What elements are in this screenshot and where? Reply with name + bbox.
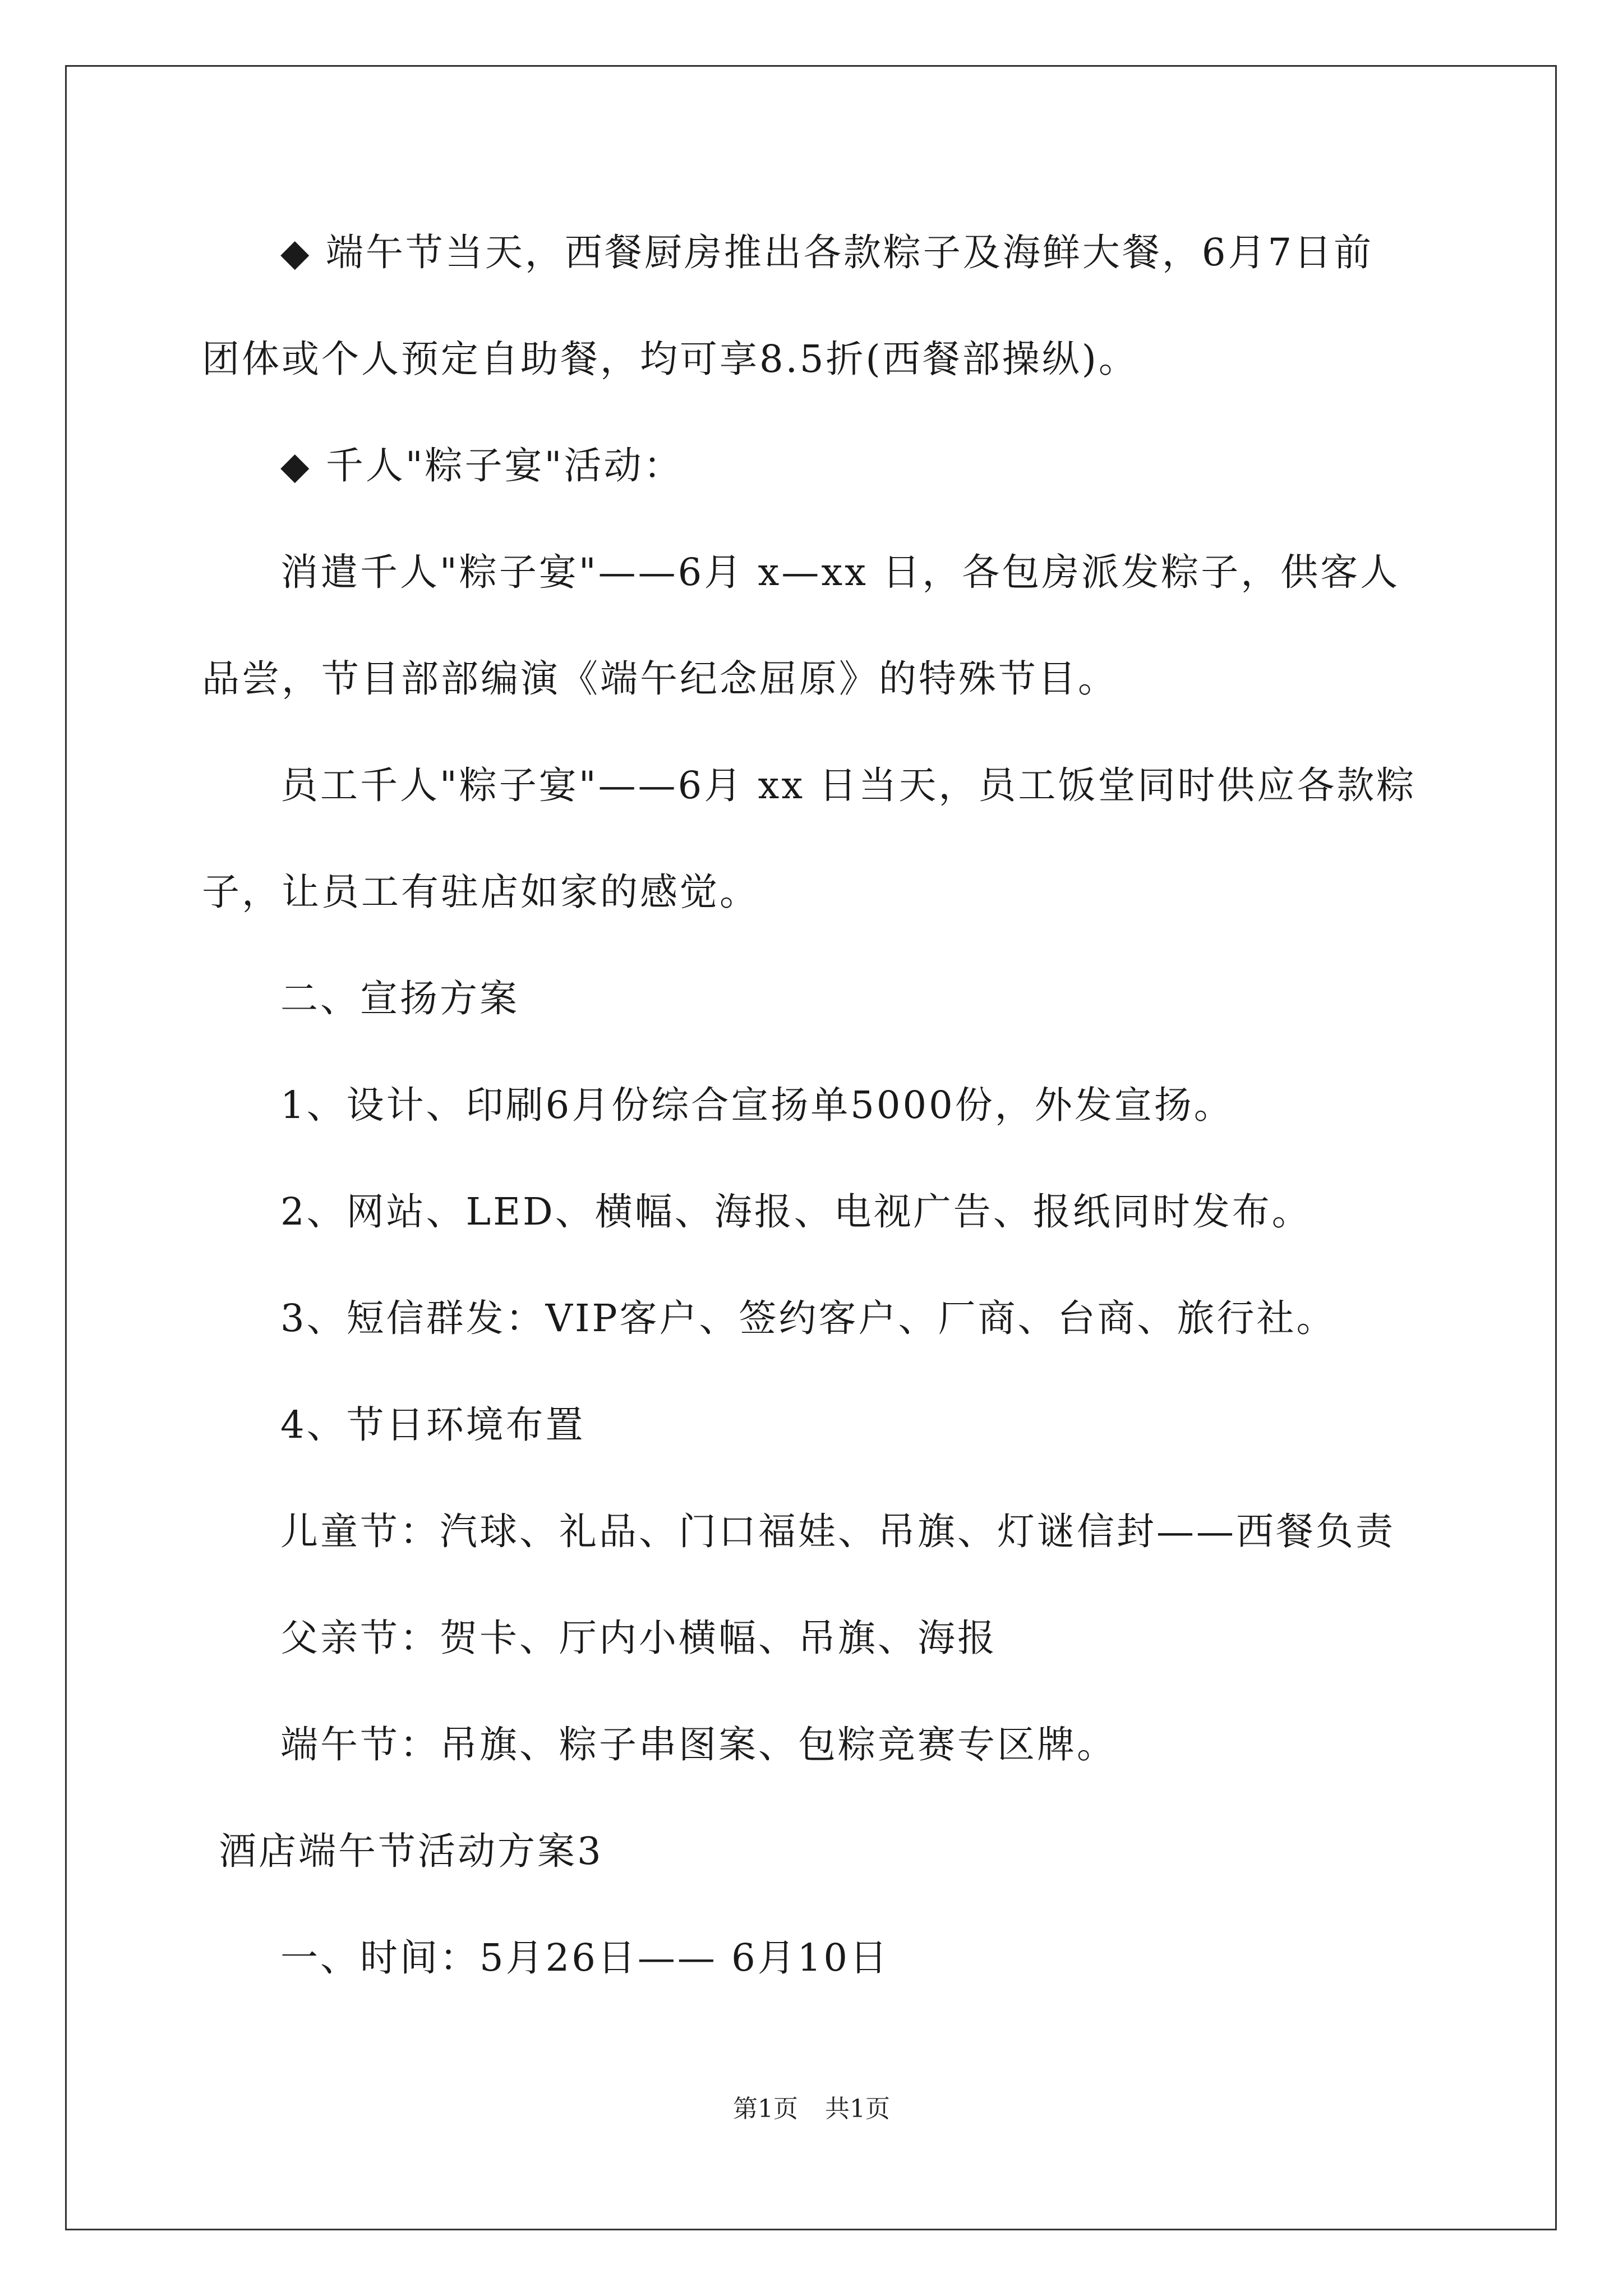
section-heading: 一、时间：5月26日—— 6月10日 [280,1936,890,1980]
paragraph-line: 品尝，节目部部编演《端午纪念屈原》的特殊节目。 [202,657,1118,701]
page-border [65,65,1557,2230]
paragraph-line: 子，让员工有驻店如家的感觉。 [202,870,759,914]
page-total: 共1页 [825,2095,890,2123]
page-number: 第1页 [733,2095,798,2123]
paragraph-line: 员工千人"粽子宴"——6月 xx 日当天，员工饭堂同时供应各款粽 [280,763,1417,807]
paragraph-line: 父亲节：贺卡、厅内小横幅、吊旗、海报 [280,1616,997,1660]
section-heading: 二、宣扬方案 [280,977,519,1020]
list-item: 1、设计、印刷6月份综合宣扬单5000份，外发宣扬。 [280,1083,1234,1127]
paragraph-line: 团体或个人预定自助餐，均可享8.5折(西餐部操纵)。 [202,337,1138,381]
document-subtitle: 酒店端午节活动方案3 [219,1829,603,1873]
paragraph-line: ◆ 端午节当天，西餐厨房推出各款粽子及海鲜大餐，6月7日前 [280,231,1374,274]
paragraph-line: 端午节：吊旗、粽子串图案、包粽竞赛专区牌。 [280,1723,1117,1766]
paragraph-line: ◆ 千人"粽子宴"活动： [280,444,684,487]
list-item: 4、节日环境布置 [280,1403,585,1447]
paragraph-line: 消遣千人"粽子宴"——6月 x—xx 日，各包房派发粽子，供客人 [280,550,1400,594]
list-item: 3、短信群发：VIP客户、签约客户、厂商、台商、旅行社。 [280,1296,1336,1340]
list-item: 2、网站、LED、横幅、海报、电视广告、报纸同时发布。 [280,1190,1312,1234]
paragraph-line: 儿童节：汽球、礼品、门口福娃、吊旗、灯谜信封——西餐负责 [280,1510,1395,1553]
page-footer [0,2092,1623,2126]
